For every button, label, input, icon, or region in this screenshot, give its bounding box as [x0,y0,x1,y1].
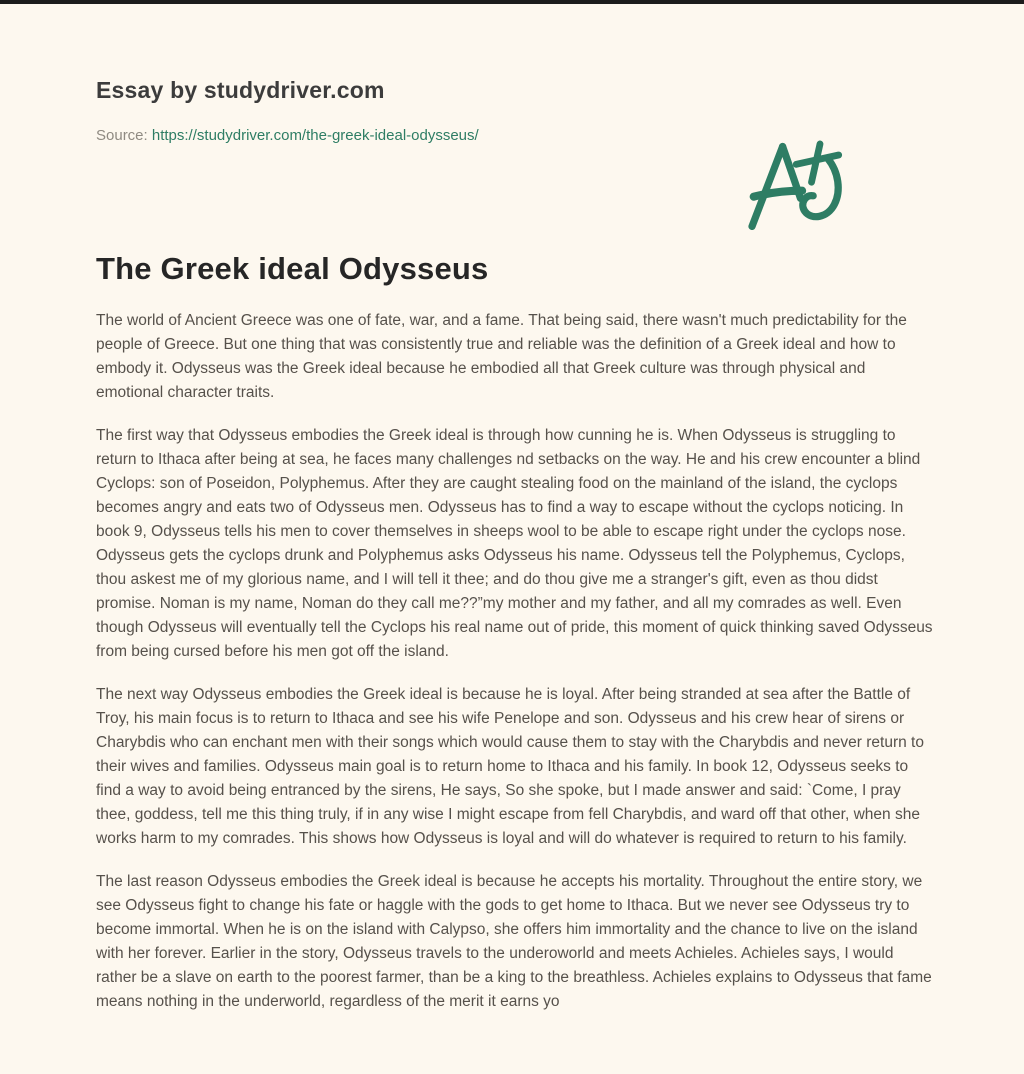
essay-paragraph-2: The first way that Odysseus embodies the Greek ideal is through how cunning he is. When Odysseus is struggling to return to Ithaca after being at sea, he faces many challenges nd setbacks on the way. He and his crew encounter a blind Cyclops: son of Poseidon, Polyphemus. After they are caught stealing food on the mainland of the island, the cyclops becomes angry and eats two of Odysseus men. Odysseus has to find a way to escape without the cyclops noticing. In book 9, Odysseus tells his men to cover themselves in sheeps wool to be able to escape right under the cyclops nose. Odysseus gets the cyclops drunk and Polyphemus asks Odysseus his name. Odysseus tell the Polyphemus, Cyclops, thou askest me of my glorious name, and I will tell it thee; and do thou give me a stranger's gift, even as thou didst promise. Noman is my name, Noman do they call me??”my mother and my father, and all my comrades as well. Even though Odysseus will eventually tell the Cyclops his real name out of pride, this moment of quick thinking saved Odysseus from being cursed before his men got off the island. [96,427,933,660]
source-url-text: https://studydriver.com/the-greek-ideal-odysseus/ [151,127,479,144]
a-plus-logo-icon [742,138,864,240]
essay-article [96,251,933,1014]
essay-paragraph-1: The world of Ancient Greece was one of fate, war, and a fame. That being said, there wasn't much predictability for the people of Greece. But one thing that was consistently true and reliable was the definition of a Greek ideal and how to embody it. Odysseus was the Greek ideal because he embodied all that Greek culture was through physical and emotional character traits. [96,312,907,401]
top-border [0,0,1024,4]
source-link[interactable] [152,127,479,144]
essay-page [0,76,1024,1014]
page-header [96,76,928,145]
source-label: Source: [96,127,148,144]
essay-paragraph-4: The last reason Odysseus embodies the Greek ideal is because he accepts his mortality. Throughout the entire story, we see Odysseus fight to change his fate or haggle with the gods to get home to Ithaca. But we never see Odysseus try to become immortal. When he is on the island with Calypso, she offers him immortality and the chance to live on the island with her forever. Earlier in the story, Odysseus travels to the underoworld and meets Achieles. Achieles says, I would rather be a slave on earth to the poorest farmer, than be a king to the breathless. Achieles explains to Odysseus that fame means nothing in the underworld, regardless of the merit it earns yo [96,873,932,1010]
essay-title: The Greek ideal Odysseus [96,251,489,286]
essay-body [96,309,933,1014]
essay-by-heading: Essay by studydriver.com [96,77,385,103]
essay-paragraph-3: The next way Odysseus embodies the Greek ideal is because he is loyal. After being stranded at sea after the Battle of Troy, his main focus is to return to Ithaca and see his wife Penelope and son. Odysseus and his crew hear of sirens or Charybdis who can enchant men with their songs which would cause them to stay with the Charybdis and never return to their wives and families. Odysseus main goal is to return home to Ithaca and his family. In book 12, Odysseus seeks to find a way to avoid being entranced by the sirens, He says, So she spoke, but I made answer and said: `Come, I pray thee, goddess, tell me this thing truly, if in any wise I might escape from fell Charybdis, and ward off that other, when she works harm to my comrades. This shows how Odysseus is loyal and will do whatever is required to return to his family. [96,686,924,847]
